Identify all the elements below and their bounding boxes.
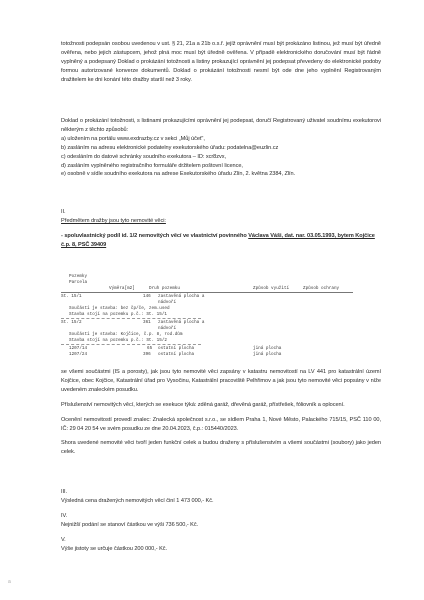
deposit-amount: Výše jistoty se určuje částkou 200 000,- Kč. (61, 545, 167, 552)
section-3-numeral: III. (61, 489, 68, 495)
row-separator (61, 318, 201, 319)
delivery-option: c) odesláním do datové schránky soudního exekutora – ID: xcr8zvx, (61, 153, 226, 160)
minimum-bid: Nejnižší podání se stanoví částkou ve výši 736 500,- Kč. (61, 521, 199, 528)
parcel-table (61, 274, 361, 362)
after-table-block (61, 368, 381, 457)
parcel-kind: zastavěná plocha a (158, 294, 205, 299)
valuation-paragraph: Ocenění nemovitostí provedl znalec: Znalecká společnost s.r.o., se sídlem Praha 1, Nové Město, Palackého 715/15, PSČ 110 00, IČ: 29 04 20 54 ve svém posudku ze dne 20.04.2023, č.p.: 015440/2023. (61, 416, 381, 432)
row-separator (61, 344, 201, 345)
delivery-option: d) zasláním vyplněného registračního formuláře držitelem poštovní licence, (61, 162, 243, 169)
header-rule (61, 292, 353, 293)
auction-subject (61, 232, 381, 250)
building-note: Součástí je stavba: bez čp/če, zem.used (69, 306, 170, 311)
section-2-heading: Předmětem dražby jsou tyto nemovité věci: (61, 217, 166, 224)
unit-paragraph: Shora uvedené nemovité věci tvoří jeden funkční celek a budou draženy s příslušenstvím a všemi součástmi (soubory) jako jeden celek. (61, 440, 381, 456)
parcel-kind: ostatní plocha (158, 352, 195, 357)
parcel-number: St. 15/1 (61, 294, 82, 299)
parcel-number: 1207/24 (69, 352, 88, 357)
intro-block (61, 40, 381, 85)
intro-paragraph-2: Doklad o prokázání totožnosti, s listinami prokazujícími oprávnění jej podepsat, doručí Registrovaný uživatel soudnímu exekutorovi některým z těchto způsobů: (61, 118, 381, 133)
section-4-numeral: IV. (61, 513, 68, 519)
parcel-area: 396 (143, 352, 151, 357)
parcel-use: jiná plocha (253, 352, 282, 357)
parcel-kind: nádvoří (158, 300, 177, 305)
parcel-kind: nádvoří (158, 326, 177, 331)
parcel-area: 146 (143, 294, 151, 299)
column-header: Výměra[m2] (109, 286, 135, 291)
parcel-area: 361 (143, 320, 151, 325)
header-parcela: Parcela (69, 280, 88, 285)
final-price: Výsledná cena dražených nemovitých věcí činí 1 473 000,- Kč. (61, 497, 214, 504)
corner-mark: a (8, 579, 11, 585)
column-header: Způsob ochrany (303, 286, 340, 291)
components-paragraph: se všemi součástmi (IS a porosty), jak jsou tyto nemovité věci zapsány v katastru nemovitostí na LV 441 pro katastrální území Kojčice, obec Kojčice, Katastrální úřad pro Vysočinu, Katastrální pracoviště Pelhřimov a jak jsou tyto nemovité věci popsány v níže uvedeném znaleckém posudku. (61, 369, 381, 393)
building-location: Stavba stojí na pozemku p.č.: St. 15/2 (69, 338, 167, 343)
auction-subject-lead: - spoluvlastnický podíl id. 1/2 nemovitých věcí ve vlastnictví povinného (61, 232, 247, 239)
column-header: Způsob využití (253, 286, 290, 291)
intro-paragraph-1: totožnosti podepsán osobou uvedenou v ust. § 21, 21a a 21b o.s.ř. jejíž oprávnění musí být prokázáno listinou, jež musí být úředně ověřena, nebo jejich zástupcem, jehož plná moc musí být úředně ověřena. V případě elektronického doručování musí být řádně vyplněný a podepsaný Doklad o prokázání totožnosti a listiny prokazující oprávnění jej podepsat převedeny do elektronické podoby formou autorizované konverze dokumentů. Doklad o prokázání totožnosti nesmí být ode dne jeho vyplnění Registrovaným dražitelem ke dni konání této dražby starší než 3 roky. (61, 41, 381, 83)
delivery-option: e) osobně v sídle soudního exekutora na adrese Exekutorského úřadu Zlín, 2. května 2384, Zlín. (61, 171, 296, 178)
parcel-kind: ostatní plocha (158, 346, 195, 351)
column-header: Druh pozemku (149, 286, 180, 291)
delivery-option: b) zasláním na adresu elektronické podatelny exekutorského úřadu: podatelna@euzlin.cz (61, 144, 279, 151)
parcel-number: St. 15/2 (61, 320, 82, 325)
delivery-block (61, 117, 381, 179)
section-5 (61, 536, 381, 554)
parcel-use: jiná plocha (253, 346, 282, 351)
header-pozemky: Pozemky (69, 274, 88, 279)
delivery-option: a) uložením na portálu www.exdrazby.cz v sekci „Můj účet", (61, 135, 205, 142)
parcel-area: 65 (147, 346, 153, 351)
accessories-paragraph: Příslušenství nemovitých věcí, kterých se exekuce týká: zděná garáž, dřevěná garáž, přístřešek, fóliovník a oplocení. (61, 401, 345, 408)
section-5-numeral: V. (61, 537, 66, 543)
debtor-identity: Václava Váši, dat. nar. 03.05.1993, bytem Kojčice č.p. 8, PSČ 39409 (61, 232, 375, 248)
building-note: Součástí je stavba: Kojčice, č.p. 8, rod.dům (69, 332, 183, 337)
section-2-numeral: II. (61, 209, 66, 215)
section-3 (61, 488, 381, 506)
section-2 (61, 208, 381, 250)
section-4 (61, 512, 381, 530)
building-location: Stavba stojí na pozemku p.č.: St. 15/1 (69, 312, 167, 317)
parcel-number: 1207/14 (69, 346, 88, 351)
parcel-kind: zastavěná plocha a (158, 320, 205, 325)
